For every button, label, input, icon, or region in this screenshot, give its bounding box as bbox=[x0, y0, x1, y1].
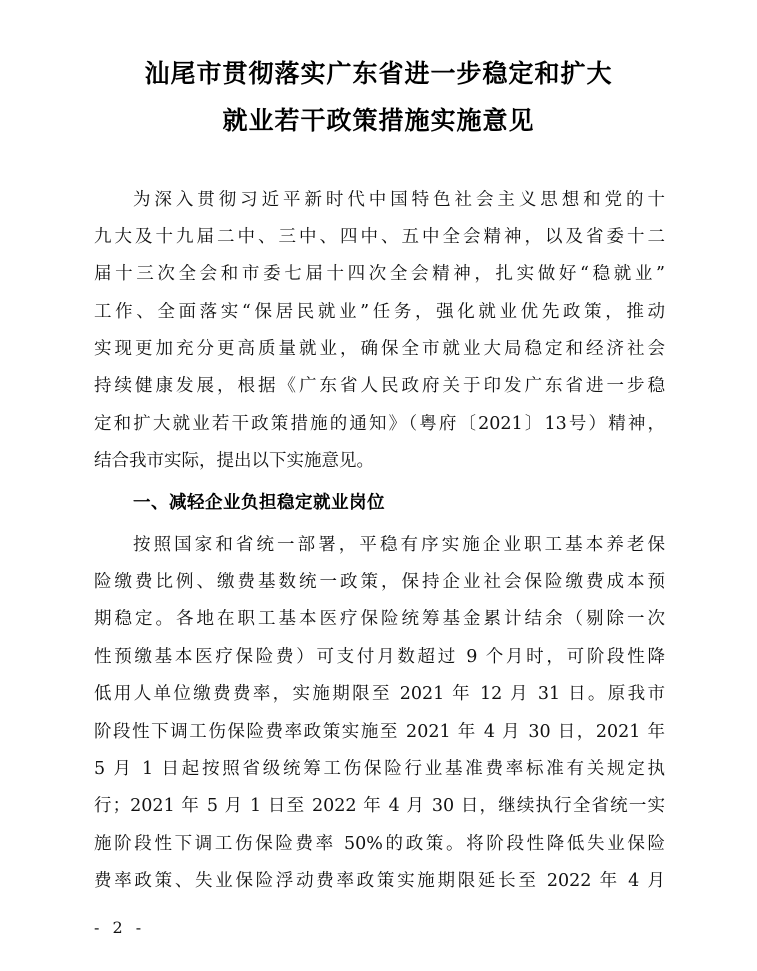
section-paragraph-line: 低用人单位缴费费率，实施期限至 2021 年 12 月 31 日。原我市 bbox=[94, 684, 665, 704]
intro-paragraph-line: 持续健康发展，根据《广东省人民政府关于印发广东省进一步稳 bbox=[94, 376, 665, 396]
section-paragraph-line: 性预缴基本医疗保险费）可支付月数超过 9 个月时，可阶段性降 bbox=[94, 647, 665, 667]
document-title-line-2: 就业若干政策措施实施意见 bbox=[222, 106, 535, 135]
page-number: - 2 - bbox=[94, 918, 146, 937]
section-paragraph-line: 5 月 1 日起按照省级统筹工伤保险行业基准费率标准有关规定执 bbox=[94, 759, 665, 779]
section-paragraph-line: 行；2021 年 5 月 1 日至 2022 年 4 月 30 日，继续执行全省统一实 bbox=[94, 796, 665, 816]
intro-paragraph-line: 为深入贯彻习近平新时代中国特色社会主义思想和党的十 bbox=[133, 190, 665, 210]
intro-paragraph-line: 实现更加充分更高质量就业，确保全市就业大局稳定和经济社会 bbox=[94, 339, 665, 359]
section-heading: 一、减轻企业负担稳定就业岗位 bbox=[133, 493, 385, 513]
intro-paragraph-line: 工作、全面落实“保居民就业”任务，强化就业优先政策，推动 bbox=[94, 302, 665, 322]
document-title-line-1: 汕尾市贯彻落实广东省进一步稳定和扩大 bbox=[144, 59, 613, 88]
intro-paragraph-line: 结合我市实际，提出以下实施意见。 bbox=[94, 451, 374, 471]
intro-paragraph-line: 届十三次全会和市委七届十四次全会精神，扎实做好“稳就业” bbox=[94, 264, 665, 284]
section-paragraph-line: 期稳定。各地在职工基本医疗保险统筹基金累计结余（剔除一次 bbox=[94, 609, 665, 629]
intro-paragraph-line: 定和扩大就业若干政策措施的通知》（粤府〔2021〕13号）精神， bbox=[94, 414, 665, 434]
section-paragraph-line: 险缴费比例、缴费基数统一政策，保持企业社会保险缴费成本预 bbox=[94, 572, 665, 592]
section-paragraph-line: 阶段性下调工伤保险费率政策实施至 2021 年 4 月 30 日，2021 年 bbox=[94, 722, 665, 742]
section-paragraph-line: 施阶段性下调工伤保险费率 50%的政策。将阶段性降低失业保险 bbox=[94, 834, 665, 854]
section-paragraph-line: 按照国家和省统一部署，平稳有序实施企业职工基本养老保 bbox=[133, 535, 665, 555]
intro-paragraph-line: 九大及十九届二中、三中、四中、五中全会精神，以及省委十二 bbox=[94, 227, 665, 247]
section-paragraph-line: 费率政策、失业保险浮动费率政策实施期限延长至 2022 年 4 月 bbox=[94, 871, 665, 891]
